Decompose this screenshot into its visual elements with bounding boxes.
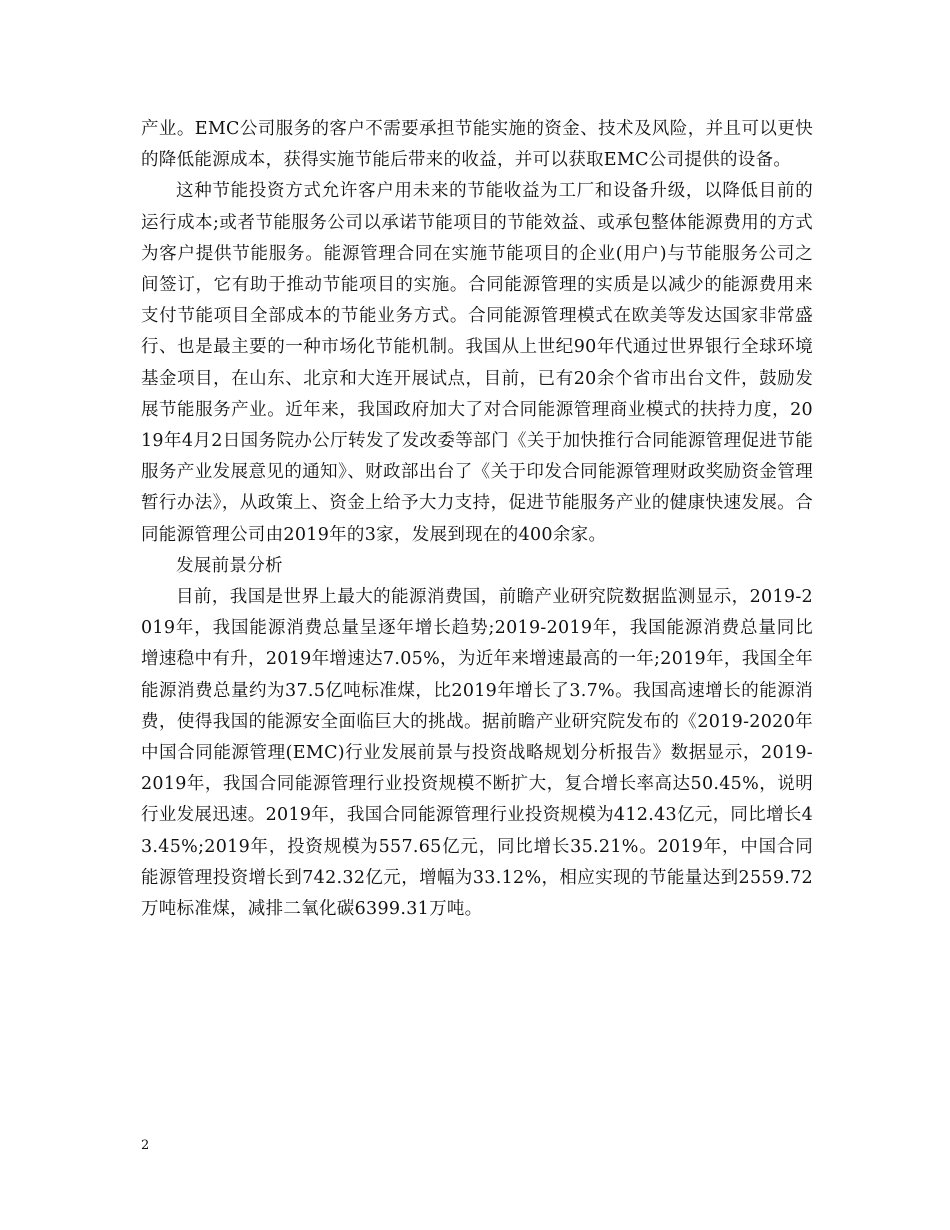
paragraph-prospects: 目前，我国是世界上最大的能源消费国，前瞻产业研究院数据监测显示，2019-2019年，我国能源消费总量呈逐年增长趋势;2019-2019年，我国能源消费总量同比增速稳中有升，2019年增速达7.05%，为近年来增速最高的一年;2019年，我国全年能源消费总量约为37.5亿吨标准煤，比2019年增长了3.7%。我国高速增长的能源消费，使得我国的能源安全面临巨大的挑战。据前瞻产业研究院发布的《2019-2020年中国合同能源管理(EMC)行业发展前景与投资战略规划分析报告》数据显示，2019-2019年，我国合同能源管理行业投资规模不断扩大，复合增长率高达50.45%，说明行业发展迅速。2019年，我国合同能源管理行业投资规模为412.43亿元，同比增长43.45%;2019年，投资规模为557.65亿元，同比增长35.21%。2019年，中国合同能源管理投资增长到742.32亿元，增幅为33.12%，相应实现的节能量达到2559.72万吨标准煤，减排二氧化碳6399.31万吨。 <box>141 587 814 920</box>
paragraph-intro: 产业。EMC公司服务的客户不需要承担节能实施的资金、技术及风险，并且可以更快的降低能源成本，获得实施节能后带来的收益，并可以获取EMC公司提供的设备。 <box>141 119 813 171</box>
document-body <box>141 114 813 925</box>
paragraph-emc-model: 这种节能投资方式允许客户用未来的节能收益为工厂和设备升级，以降低目前的运行成本;或者节能服务公司以承诺节能项目的节能效益、或承包整体能源费用的方式为客户提供节能服务。能源管理合同在实施节能项目的企业(用户)与节能服务公司之间签订，它有助于推动节能项目的实施。合同能源管理的实质是以减少的能源费用来支付节能项目全部成本的节能业务方式。合同能源管理模式在欧美等发达国家非常盛行、也是最主要的一种市场化节能机制。我国从上世纪90年代通过世界银行全球环境基金项目，在山东、北京和大连开展试点，目前，已有20余个省市出台文件，鼓励发展节能服务产业。近年来，我国政府加大了对合同能源管理商业模式的扶持力度，2019年4月2日国务院办公厅转发了发改委等部门《关于加快推行合同能源管理促进节能服务产业发展意见的通知》、财政部出台了《关于印发合同能源管理财政奖励资金管理暂行办法》，从政策上、资金上给予大力支持，促进节能服务产业的健康快速发展。合同能源管理公司由2019年的3家，发展到现在的400余家。 <box>141 181 813 545</box>
section-heading: 发展前景分析 <box>176 555 283 576</box>
page-number: 2 <box>141 1138 150 1153</box>
